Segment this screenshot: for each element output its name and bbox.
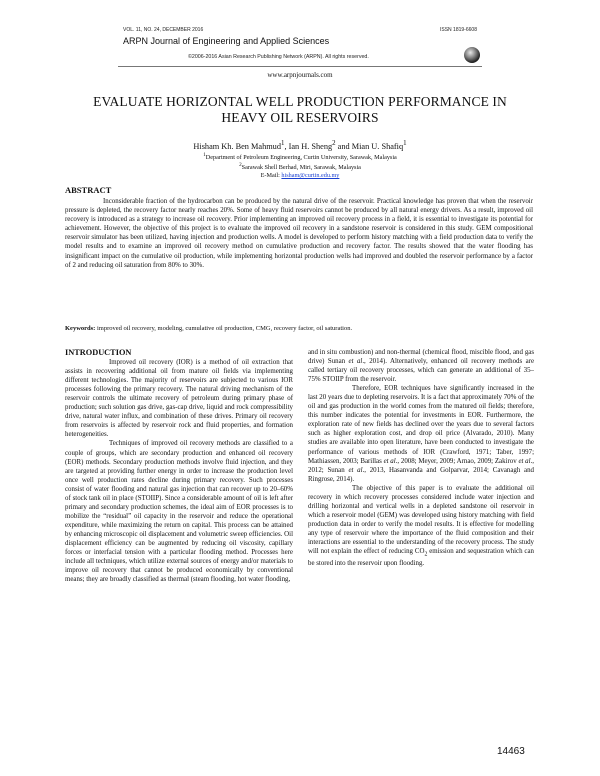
keywords-text: improved oil recovery, modeling, cumulative oil production, CMG, recovery factor, oil saturation. [95,325,353,332]
contact-email [0,172,600,179]
affiliation-1 [0,152,600,161]
affiliation-2-text: Sarawak Shell Berhad, Miri, Sarawak, Malaysia [241,164,361,172]
subscript: 2 [424,551,428,558]
et-al: et al [348,466,363,474]
text-run: ., 2014). Alternatively, enhanced oil recovery methods are called tertiary oil recovery processes, which can generate an additional of 35–75% STOIIP from the reservoir. [308,358,535,384]
volume-line: VOL. 11, NO. 24, DECEMBER 2016 [123,27,204,33]
text-run: ., 2008; Meyer, 2009; Arnao, 2009; Zakirov [395,457,519,465]
author-3: and Mian U. Shafiq [335,141,404,151]
et-al: et al [348,358,363,366]
author-list [0,140,600,151]
intro-paragraph-4 [308,484,534,569]
text-run: The objective of this paper is to evaluate the additional oil recovery in which recovery processes considered include water injection and drilling horizontal and vertical wells in a depleted sandstone oil reservoir in which a reservoir model (GEM) was developed using history matching with field production data in order to verify the model results. It is effective for modelling any type of reservoir where the importance of the fluid composition and their interactions are essential to the understanding of the recovery process. The study will not explain the effect of reducing CO [308,484,534,556]
keywords-label: Keywords: [65,325,96,332]
text-run: emission and sequestration which can be stored into the reservoir upon flooding. [308,548,534,568]
intro-paragraph-3 [308,384,534,484]
affiliation-1-marker: 1 [203,152,206,158]
intro-paragraph-2: Techniques of improved oil recovery methods are classified to a couple of groups, which are secondary production and enhanced oil recovery (EOR) methods. Secondary production methods involve fluid injection, and they are targeted at providing further energy in order to increase the production level once well production rates decline during primary recovery. Such processes consist of water flooding and natural gas injection that can recover up to 20–60% of stock tank oil in place (STOIIP). Since a considerable amount of oil is left after primary and secondary production schemes, the ideal aim of EOR processes is to mobilize the “residual” oil capacity in the reservoir and reduce the operational expenditure, while maximizing the return on capital. This process can be attained by enhancing microscopic oil displacement and volumetric sweep efficiencies. Oil displacement efficiency can be augmented by reducing oil viscosity, capillary forces or interfacial tension with a particular flooding method. Processes here include all techniques, which utilize external sources of energy and/or materials to improve oil recovery that cannot be produced economically by conventional means; they are broadly classified as thermal (steam flooding, hot water flooding, [65,440,293,584]
paper-title [60,94,540,126]
title-line-2: HEAVY OIL RESERVOIRS [221,110,379,125]
affiliation-1-text: Department of Petroleum Engineering, Curtin University, Sarawak, Malaysia [205,154,397,162]
author-2: , Ian H. Sheng [284,141,333,151]
right-column [308,348,534,569]
copyright: ©2006-2016 Asian Research Publishing Network (ARPN). All rights reserved. [188,54,369,60]
author-3-affiliation: 1 [403,140,407,147]
issn: ISSN 1819-6608 [440,27,477,33]
page-number: 14463 [497,746,525,757]
abstract-text: Inconsiderable fraction of the hydrocarbon can be produced by the natural drive of the reservoir. Practical knowledge has proven that when the reservoir pressure is depleted, the recovery factor nearly reaches 20%. Some of heavy fluid reservoirs cannot be produced by all natural energy drivers. As a result, improved oil recovery is introduced as a strategy to increase oil recovery. Prior implementing an improved oil recovery process in a field, it is essential to investigate its potential for achievement. However, the objective of this project is to evaluate the improved oil recovery in a sandstone reservoir is considered in this study. GEM compositional reservoir simulator has been utilized, having injection and production wells. A model is developed to perform history matching with a field production data to verify the model results and to examine an improved oil recovery method on cumulative production and recovery factor. The results showed that the water flooding has insignificant impact on the cumulative oil production, while implementing horizontal production wells had improved and doubled the reservoir performance by a factor of 2 and reducing oil saturation from 80% to 30%. [65,198,533,269]
journal-name: ARPN Journal of Engineering and Applied Sciences [123,36,330,46]
header-divider [118,66,482,67]
author-1-affiliation: 1 [280,140,285,147]
abstract-heading: ABSTRACT [65,185,112,195]
author-2-affiliation: 2 [332,140,336,147]
text-run: ., 2013, Hasanvanda and Golparvar, 2014; Cavanagh and Ringrose, 2014). [308,466,534,483]
text-run: ., 2012; Sunan [308,457,534,474]
text-run: and in situ combustion) and non-thermal (chemical flood, miscible flood, and gas drive) Sunan [308,349,534,366]
affiliation-2-marker: 2 [239,162,242,168]
text-run: Therefore, EOR techniques have significantly increased in the last 20 years due to depleting reservoirs. It is a fact that approximately 70% of the oil and gas production in the world comes from the matured oil fields; therefore, this number indicates the potential for investments in EOR. Furthermore, the exploration rate of new fields has declined over the years due to several factors such as higher exploration cost, and drop oil price (Alvarado, 2010). Many studies are available into open literature, have been conducted to investigate the performance of various methods of IOR (Crawford, 1971; Taber, 1997; Mathiassen, 2003; Barillas [308,385,534,465]
keywords [65,324,533,333]
author-1: Hisham Kh. Ben Mahmud [193,141,281,151]
intro-paragraph-2-continued [308,348,534,384]
affiliation-2 [0,162,600,171]
et-al: et al [518,457,531,465]
title-line-1: EVALUATE HORIZONTAL WELL PRODUCTION PERFORMANCE IN [93,94,507,109]
introduction-heading: INTRODUCTION [65,348,132,357]
email-label: E-Mail: [260,172,282,179]
email-link[interactable]: hisham@curtin.edu.my [281,172,340,179]
arpn-logo-icon [464,47,480,63]
et-al: et al [383,457,396,465]
intro-paragraph-1: Improved oil recovery (IOR) is a method of oil extraction that assists in recovering additional oil from mature oil fields via implementing different technologies. The majority of reservoirs are subjected to various IOR processes following the primary recovery. The natural driving mechanism of the reservoir controls the ultimate recovery of petroleum during primary phase of production; such solution gas drive, gas-cap drive, liquid and rock compressibility drive, natural water influx, and combination of these drives. Primary oil recovery from reservoirs is affected by reservoir rock and fluid properties, and formation heterogeneities. [65,359,293,439]
journal-url: www.arpnjournals.com [267,71,333,79]
left-column [65,348,293,584]
